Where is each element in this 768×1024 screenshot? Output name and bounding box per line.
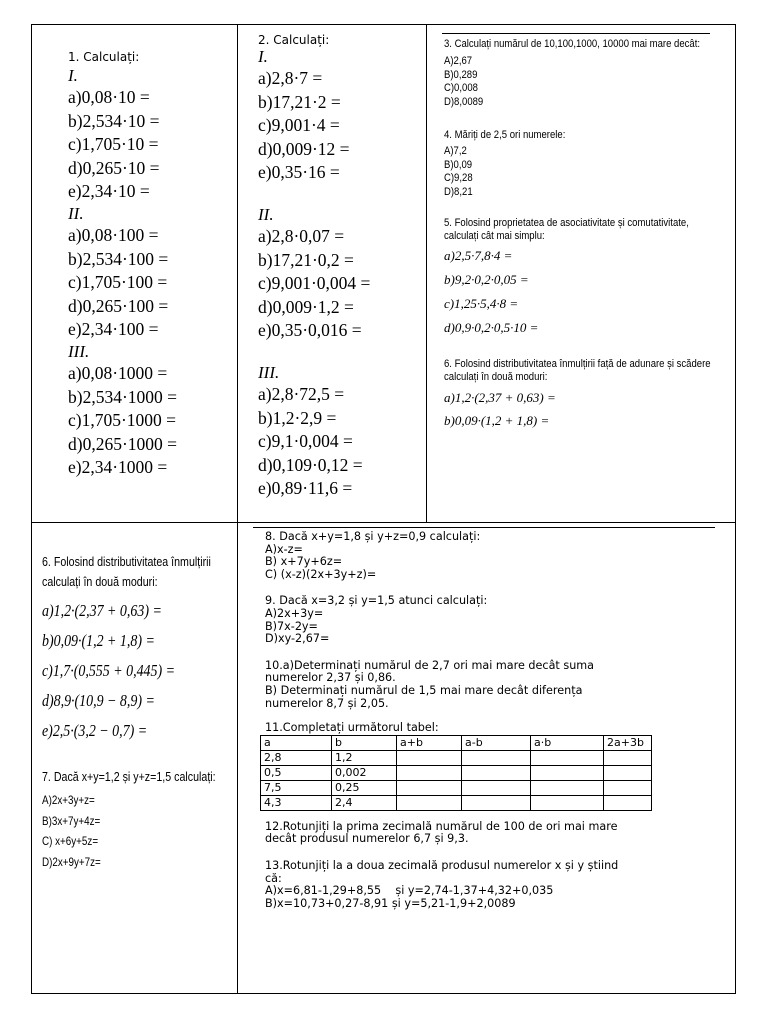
exercise-8-title: 8. Dacă x+y=1,8 și y+z=0,9 calculați:: [265, 530, 481, 543]
table-cell-empty: [462, 795, 531, 810]
ex5-item-c: c)1,25·5,4·8 =: [444, 295, 519, 311]
math-item: d)0,109·0,12 =: [258, 454, 363, 475]
exercise-11-title: 11.Completați următorul tabel:: [265, 721, 439, 735]
section-label: II.: [68, 203, 84, 223]
ex6b-item-e: e)2,5·(3,2 − 0,7) =: [42, 721, 148, 740]
section-label: II.: [258, 204, 274, 224]
exercise-3-title: 3. Calculați numărul de 10,100,1000, 10000 mai mare decât:: [444, 38, 701, 50]
math-item: d)0,265·1000 =: [68, 433, 178, 454]
exercise-7-title: 7. Dacă x+y=1,2 și y+z=1,5 calculați:: [42, 769, 216, 784]
exercise-6-title-1: 6. Folosind distributivitatea înmulțirii față de adunare și scădere: [444, 357, 711, 370]
ex8-item-a: A)x-z=: [265, 542, 303, 556]
divider-col2: [426, 24, 427, 522]
table-cell: 2,8: [261, 750, 332, 765]
math-item: e)2,34·100 =: [68, 319, 159, 340]
math-item: e)0,35·16 =: [258, 162, 340, 183]
ex10-line-2: numerelor 2,37 și 0,86.: [265, 671, 396, 685]
ex9-item-b: B)7x-2y=: [265, 619, 318, 633]
table-cell-empty: [397, 750, 462, 765]
math-item: e)0,35·0,016 =: [258, 320, 362, 341]
ex12-line-1: 12.Rotunjiți la prima zecimală numărul de 100 de ori mai mare: [265, 819, 618, 833]
math-item: d)0,009·1,2 =: [258, 296, 354, 317]
math-item: c)9,001·0,004 =: [258, 273, 371, 294]
exercise-6b-title-1: 6. Folosind distributivitatea înmulțirii: [42, 554, 211, 569]
table-row: [261, 780, 652, 795]
exercise-1-title: 1. Calculați:: [68, 50, 140, 64]
exercise-5-title-2: calculați cât mai simplu:: [444, 230, 545, 243]
exercise-4-title: 4. Măriți de 2,5 ori numerele:: [444, 129, 566, 142]
math-item: c)9,1·0,004 =: [258, 431, 353, 452]
table-cell-empty: [397, 795, 462, 810]
ex13-line-2: că:: [265, 871, 282, 885]
ex4-item-d: D)8,21: [444, 185, 473, 198]
ex13-line-1: 13.Rotunjiți la a doua zecimală produsul numerelor x și y știind: [265, 858, 619, 872]
ex8-item-c: C) (x-z)(2x+3y+z)=: [265, 567, 377, 581]
ex5-item-d: d)0,9·0,2·0,5·10 =: [444, 319, 539, 335]
exercise-6-title-2: calculați în două moduri:: [444, 371, 548, 384]
ex3-item-a: A)2,67: [444, 55, 473, 68]
exercise-11-table: [260, 735, 652, 811]
rule-mid: [253, 527, 715, 528]
table-header-row: [261, 735, 652, 750]
table-cell-empty: [604, 765, 652, 780]
table-cell-empty: [531, 780, 604, 795]
table-row: [261, 750, 652, 765]
table-cell-empty: [462, 780, 531, 795]
section-label: I.: [258, 47, 268, 66]
ex4-item-c: C)9,28: [444, 172, 473, 185]
math-item: c)1,705·1000 =: [68, 410, 177, 431]
ex5-item-a: a)2,5·7,8·4 =: [444, 247, 513, 263]
math-item: b)17,21·2 =: [258, 91, 341, 112]
ex4-item-a: A)7,2: [444, 145, 467, 158]
math-item: d)0,265·10 =: [68, 157, 160, 178]
math-item: b)2,534·1000 =: [68, 386, 178, 407]
exercise-6b-title-2: calculați în două moduri:: [42, 574, 158, 589]
table-cell-empty: [604, 750, 652, 765]
math-item: e)0,89·11,6 =: [258, 478, 353, 499]
table-cell-empty: [531, 765, 604, 780]
table-cell: 1,2: [332, 750, 397, 765]
divider-col1: [237, 24, 238, 994]
ex6b-item-a: a)1,2·(2,37 + 0,63) =: [42, 601, 162, 620]
ex6a-item-a: a)1,2·(2,37 + 0,63) =: [444, 389, 556, 405]
exercise-2-title: 2. Calculați:: [258, 33, 330, 47]
table-header-cell: b: [332, 735, 397, 750]
ex6b-item-d: d)8,9·(10,9 − 8,9) =: [42, 691, 155, 710]
ex9-item-a: A)2x+3y=: [265, 606, 324, 620]
math-item: a)0,08·100 =: [68, 224, 159, 245]
table-cell: 2,4: [332, 795, 397, 810]
math-item: e)2,34·10 =: [68, 181, 150, 202]
math-item: b)17,21·0,2 =: [258, 249, 354, 270]
table-cell-empty: [397, 780, 462, 795]
ex3-item-d: D)8,0089: [444, 95, 484, 108]
math-item: c)1,705·100 =: [68, 272, 168, 293]
table-cell: 0,25: [332, 780, 397, 795]
section-label: III.: [68, 341, 90, 361]
table-header-cell: a+b: [397, 735, 462, 750]
exercise-9-title: 9. Dacă x=3,2 și y=1,5 atunci calculați:: [265, 594, 488, 608]
table-cell-empty: [462, 750, 531, 765]
section-label: III.: [258, 362, 280, 382]
table-cell: 0,5: [261, 765, 332, 780]
ex13-line-3: A)x=6,81-1,29+8,55 și y=2,74-1,37+4,32+0,035: [265, 884, 554, 898]
math-item: b)1,2·2,9 =: [258, 407, 337, 428]
math-item: c)1,705·10 =: [68, 134, 159, 155]
ex5-item-b: b)9,2·0,2·0,05 =: [444, 271, 529, 287]
math-item: d)0,265·100 =: [68, 295, 169, 316]
math-item: a)2,8·72,5 =: [258, 383, 345, 404]
ex9-item-d: D)xy-2,67=: [265, 632, 330, 646]
table-header-cell: a: [261, 735, 332, 750]
ex10-line-4: numerelor 8,7 și 2,05.: [265, 696, 389, 710]
table-row: [261, 765, 652, 780]
ex6a-item-b: b)0,09·(1,2 + 1,8) =: [444, 412, 550, 428]
ex12-line-2: decât produsul numerelor 6,7 și 9,3.: [265, 832, 469, 846]
ex3-item-c: C)0,008: [444, 82, 478, 95]
ex7-item-b: B)3x+7y+4z=: [42, 813, 101, 828]
table-cell-empty: [531, 750, 604, 765]
ex7-item-a: A)2x+3y+z=: [42, 793, 95, 807]
math-item: b)2,534·10 =: [68, 110, 160, 131]
section-label: I.: [68, 66, 78, 85]
exercise-2: [258, 33, 426, 513]
table-cell-empty: [604, 795, 652, 810]
ex3-item-b: B)0,289: [444, 68, 478, 81]
math-item: a)0,08·1000 =: [68, 362, 168, 383]
table-cell: 4,3: [261, 795, 332, 810]
table-header-cell: a-b: [462, 735, 531, 750]
divider-row: [31, 522, 736, 523]
table-header-cell: a·b: [531, 735, 604, 750]
math-item: b)2,534·100 =: [68, 248, 169, 269]
exercises-3-6: [444, 38, 734, 518]
exercise-2-body: [258, 47, 426, 501]
exercises-8-13: [265, 531, 735, 991]
math-item: a)0,08·10 =: [68, 87, 150, 107]
table-cell: 7,5: [261, 780, 332, 795]
rule-top-right: [442, 33, 710, 34]
table-cell-empty: [604, 780, 652, 795]
math-item: e)2,34·1000 =: [68, 457, 168, 478]
table-row: [261, 795, 652, 810]
ex10-line-3: B) Determinați numărul de 1,5 mai mare decât diferența: [265, 683, 583, 697]
ex6b-item-b: b)0,09·(1,2 + 1,8) =: [42, 631, 155, 650]
ex8-item-b: B) x+7y+6z=: [265, 555, 343, 569]
exercises-6-7: [42, 552, 236, 992]
exercise-1: [68, 50, 236, 520]
table-cell-empty: [531, 795, 604, 810]
table-cell-empty: [397, 765, 462, 780]
exercise-1-body: [68, 66, 236, 480]
table-header-cell: 2a+3b: [604, 735, 652, 750]
ex10-line-1: 10.a)Determinați numărul de 2,7 ori mai mare decât suma: [265, 658, 595, 672]
math-item: a)2,8·0,07 =: [258, 225, 345, 246]
math-item: d)0,009·12 =: [258, 138, 350, 159]
table-cell-empty: [462, 765, 531, 780]
ex7-item-c: C) x+6y+5z=: [42, 834, 99, 848]
ex4-item-b: B)0,09: [444, 158, 473, 171]
ex7-item-d: D)2x+9y+7z=: [42, 854, 101, 869]
math-item: c)9,001·4 =: [258, 115, 340, 136]
ex13-line-4: B)x=10,73+0,27-8,91 și y=5,21-1,9+2,0089: [265, 896, 516, 910]
ex6b-item-c: c)1,7·(0,555 + 0,445) =: [42, 661, 176, 680]
math-item: a)2,8·7 =: [258, 68, 323, 88]
exercise-5-title-1: 5. Folosind proprietatea de asociativitate și comutativitate,: [444, 217, 689, 230]
table-cell: 0,002: [332, 765, 397, 780]
